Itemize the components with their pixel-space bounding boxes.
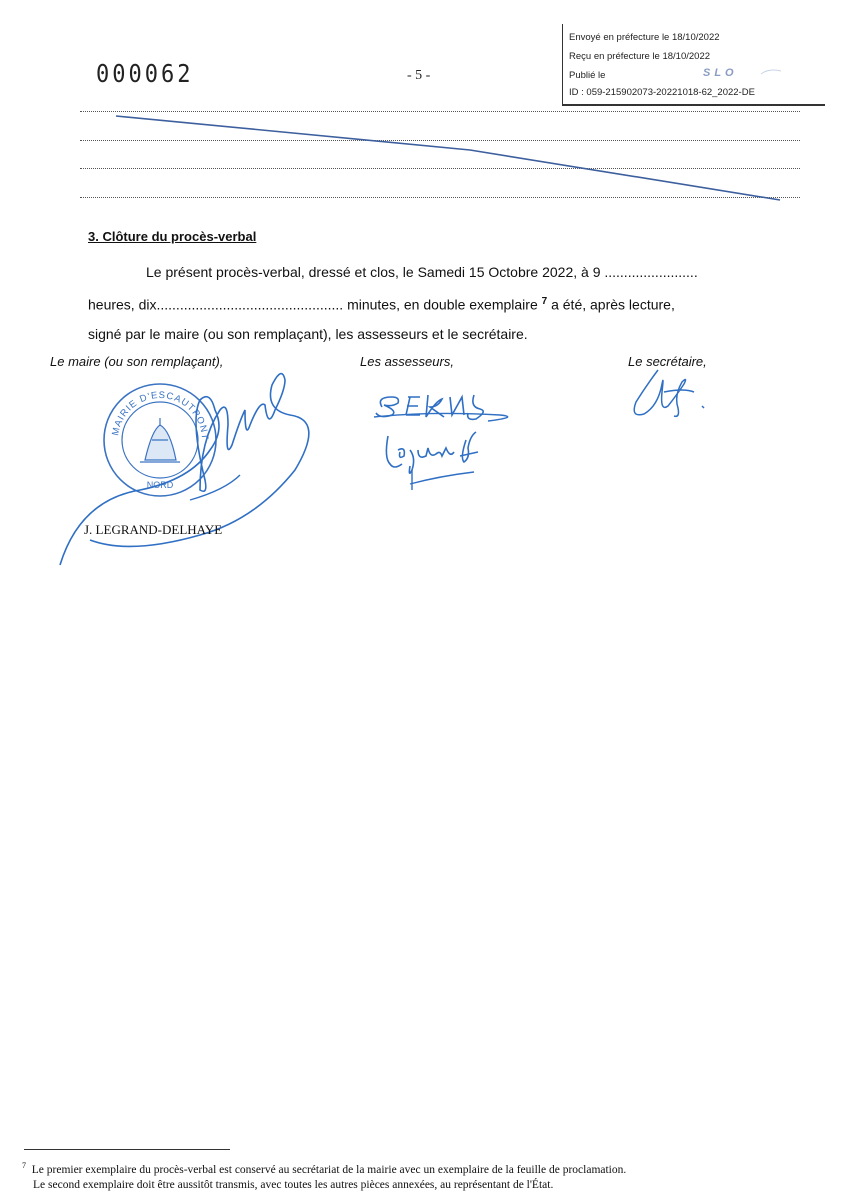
secretary-label: Le secrétaire,	[628, 354, 707, 369]
stamp-id: ID : 059-215902073-20221018-62_2022-DE	[569, 87, 755, 98]
document-number: 000062	[96, 60, 194, 89]
assessor-signature-2	[380, 428, 500, 508]
paragraph-line-2-a: heures, dix................................................ minutes, en double exemplaire	[88, 296, 542, 313]
footnote-rule	[24, 1149, 230, 1150]
mayor-name: J. LEGRAND-DELHAYE	[84, 522, 223, 537]
paragraph-line-1: Le présent procès-verbal, dressé et clos, le Samedi 15 Octobre 2022, à 9 ........................	[146, 264, 698, 280]
seal-text: MAIRIE D'ESCAUTPONT	[110, 389, 211, 441]
footnote-line-1	[22, 1158, 832, 1178]
page-number: - 5 -	[407, 68, 431, 83]
footnote	[22, 1158, 832, 1193]
stamp-received: Reçu en préfecture le 18/10/2022	[569, 51, 711, 62]
paragraph-line-2-b: a été, après lecture,	[547, 296, 675, 313]
mayor-label: Le maire (ou son remplaçant),	[50, 354, 224, 369]
stamp-sent: Envoyé en préfecture le 18/10/2022	[569, 32, 720, 43]
section-title: 3. Clôture du procès-verbal	[88, 229, 257, 244]
seal-bottom-text: NORD	[146, 480, 174, 490]
paragraph-line-2	[88, 287, 808, 320]
slo-logo-text: SLO	[703, 67, 738, 79]
footnote-text-1: Le premier exemplaire du procès-verbal est conservé au secrétariat de la mairie avec un exemplaire de la feuille de proclamation.	[31, 1163, 627, 1176]
footnote-ref: 7	[541, 296, 548, 307]
footnote-line-2: Le second exemplaire doit être aussitôt transmis, avec toutes les autres pièces annexées, au représentant de l'État.	[33, 1178, 554, 1191]
stamp-published: Publié le	[569, 70, 606, 81]
paragraph-line-3: signé par le maire (ou son remplaçant), les assesseurs et le secrétaire.	[88, 325, 528, 342]
strike-through-line	[0, 0, 848, 220]
assessors-label: Les assesseurs,	[360, 354, 454, 369]
secretary-signature	[628, 362, 718, 432]
footnote-marker: 7	[22, 1161, 26, 1170]
closing-paragraph	[88, 258, 808, 349]
